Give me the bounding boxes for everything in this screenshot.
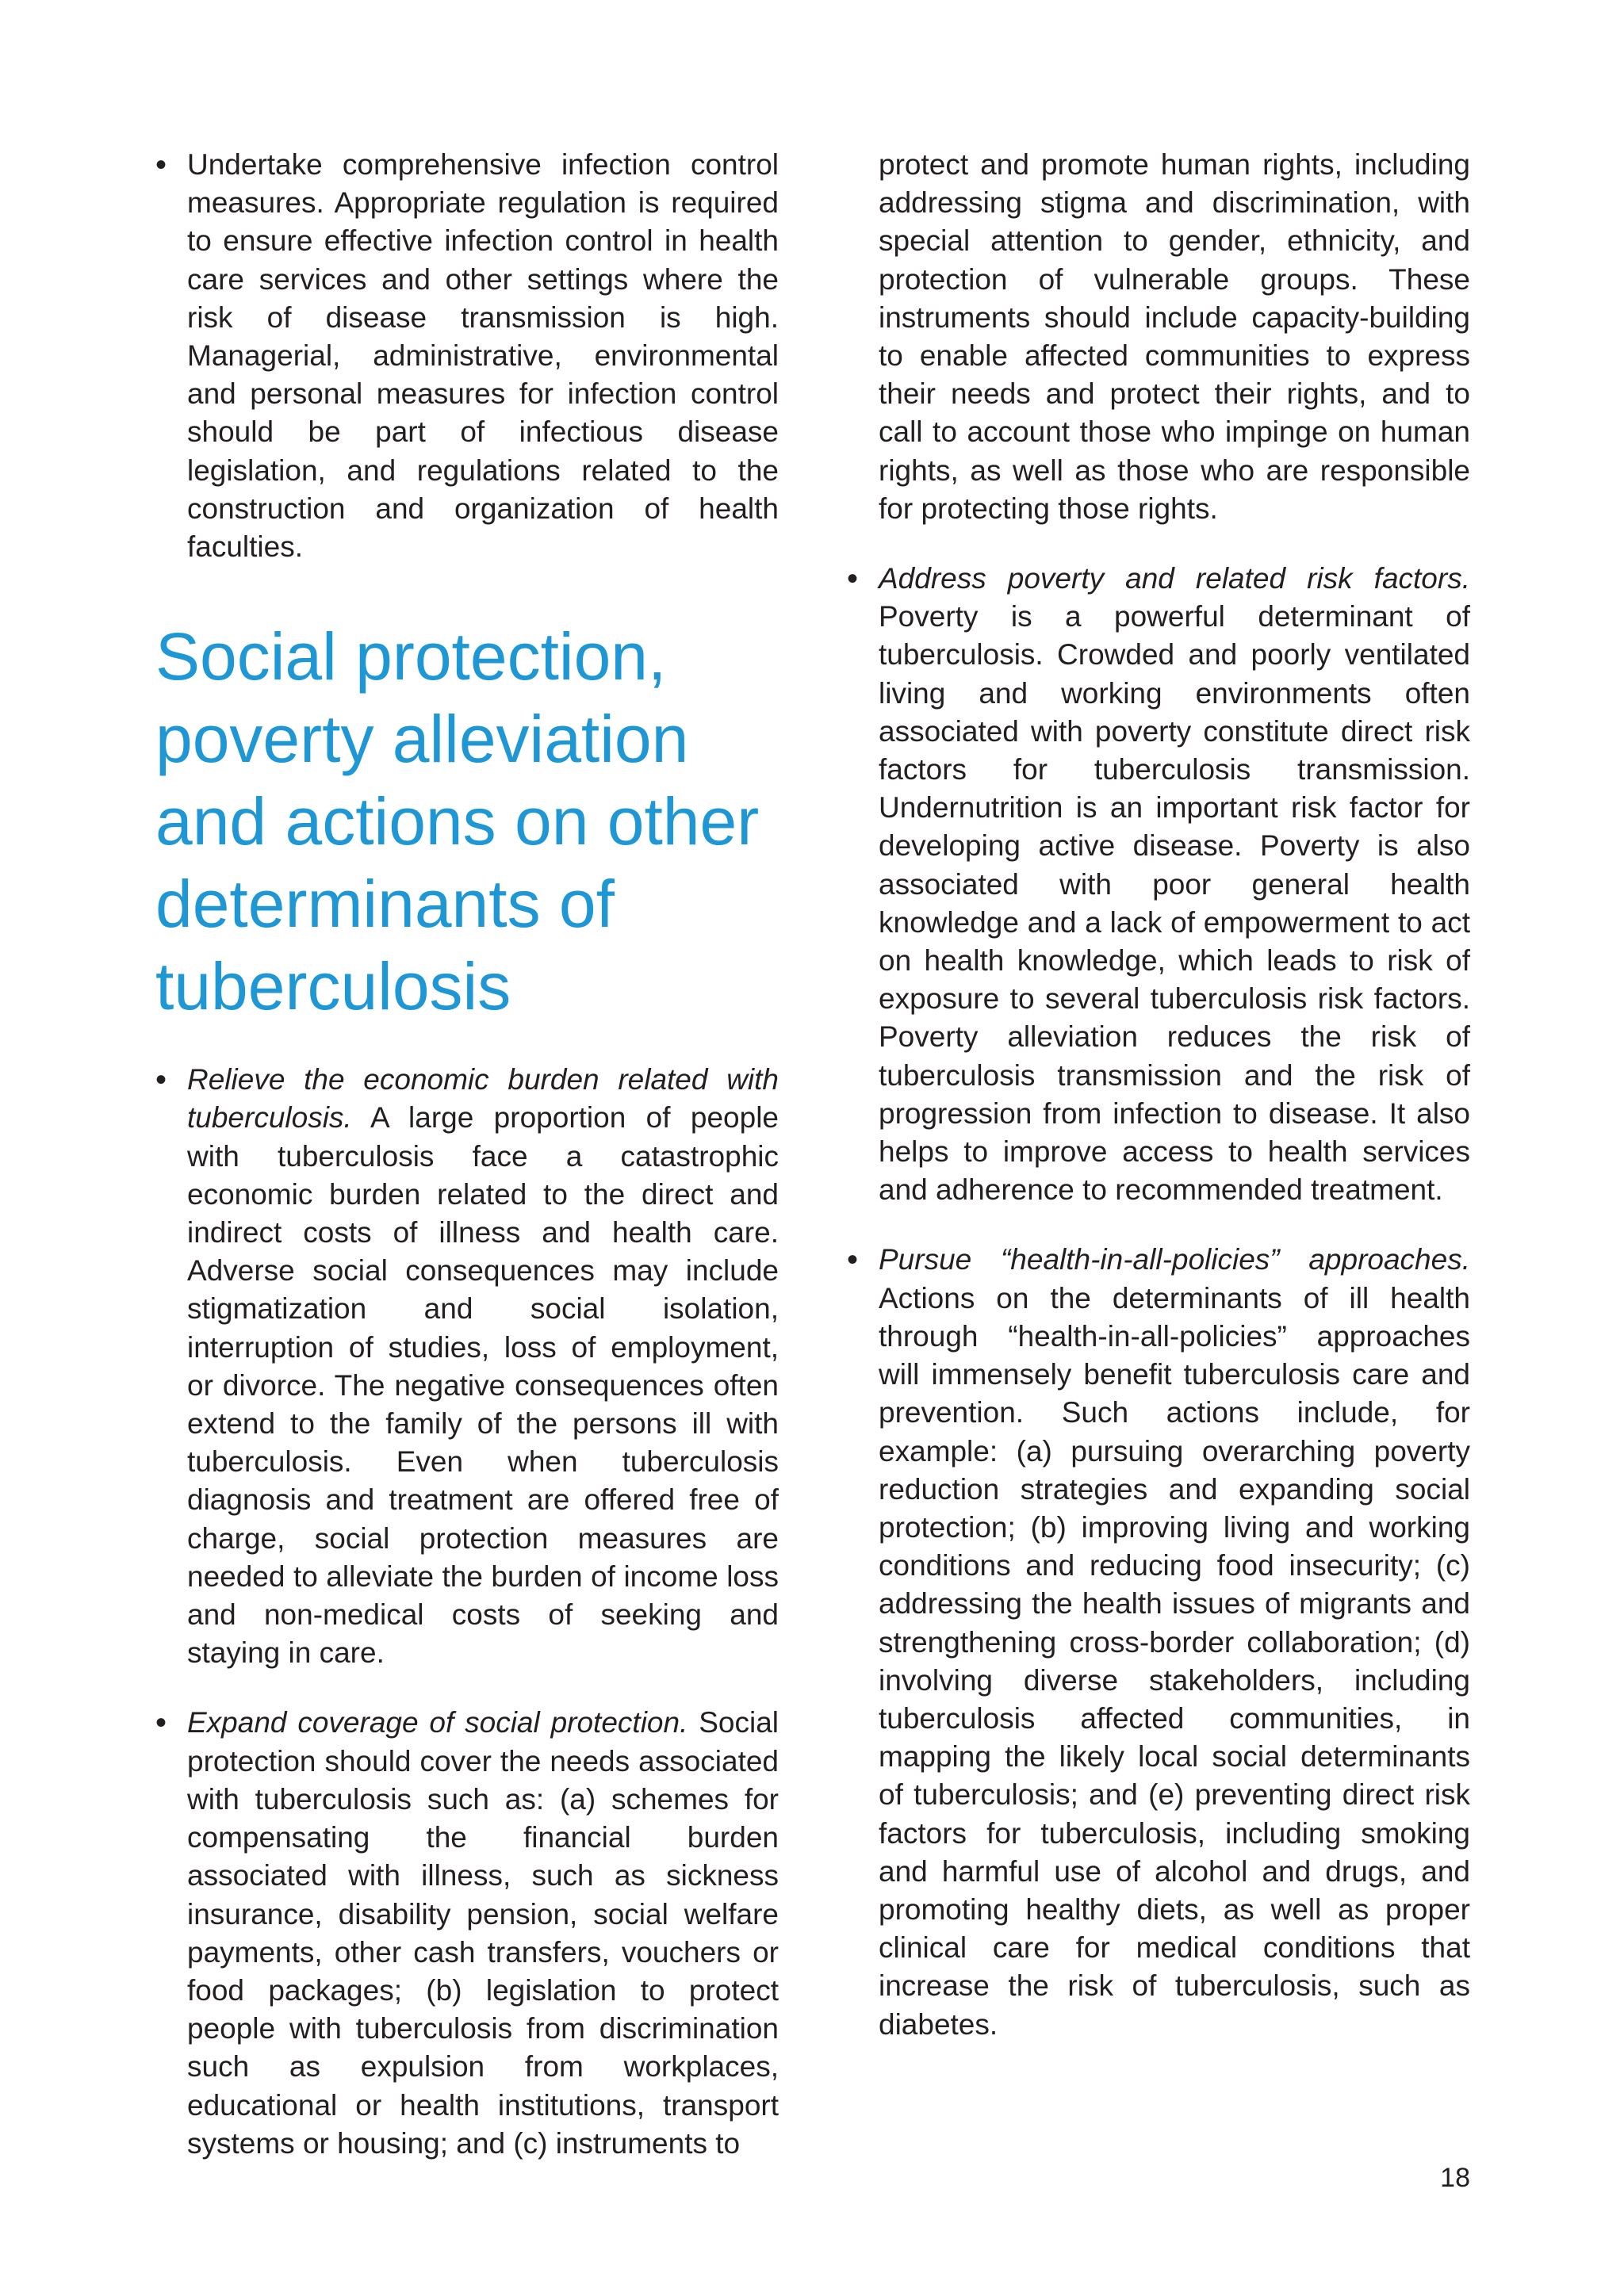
list-item-health-in-all-policies — [847, 1241, 1470, 2043]
item-lead: Pursue “health-in-all-policies” approaches. — [879, 1243, 1470, 1276]
list-item-expand-coverage — [155, 1704, 779, 2162]
continued-paragraph: protect and promote human rights, including addressing stigma and discrimination, with special attention to gender, ethnicity, and protection of vulnerable groups. These instruments should include capacity-building to enable affected communities to express their needs and protect their rights, and to call to account those who impinge on human rights, as well as those who are responsible for protecting those rights. — [879, 148, 1470, 525]
determinants-list — [847, 560, 1470, 2044]
item-text: Poverty is a powerful determinant of tuberculosis. Crowded and poorly ventilated living and working environments often associated with poverty constitute direct risk factors for tuberculosis transmission. Undernutrition is an important risk factor for developing active disease. Poverty is also associated with poor general health knowledge and a lack of empowerment to act on health knowledge, which leads to risk of exposure to several tuberculosis risk factors. Poverty alleviation reduces the risk of tuberculosis transmission and the risk of progression from infection to disease. It also helps to improve access to health services and adherence to recommended treatment. — [879, 600, 1470, 1207]
right-column — [847, 146, 1470, 2044]
item-text: Social protection should cover the needs associated with tuberculosis such as: (a) schemes for compensating the financial burden associated with illness, such as sickness insurance, disability pension, social welfare payments, other cash transfers, vouchers or food packages; (b) legislation to protect people with tuberculosis from discrimination such as expulsion from workplaces, educational or health institutions, transport systems or housing; and (c) instruments to — [187, 1706, 779, 2160]
item-lead: Relieve the economic burden related with tuberculosis. — [187, 1063, 779, 1135]
item-lead: Expand coverage of social protection. — [187, 1706, 688, 1739]
infection-control-list — [155, 146, 779, 566]
list-item-infection-control — [155, 146, 779, 566]
item-text: Undertake comprehensive infection control measures. Appropriate regulation is required to ensure effective infection control in health care services and other settings where the risk of disease transmission is high. Managerial, administrative, environmental and personal measures for infection control should be part of infectious disease legislation, and regulations related to the construction and organization of health faculties. — [187, 148, 779, 564]
left-column — [155, 146, 779, 2163]
list-item-economic-burden — [155, 1061, 779, 1672]
section-heading: Social protection, poverty alleviation and actions on other determinants of tuberculosis — [155, 619, 760, 1024]
item-lead: Address poverty and related risk factors. — [879, 562, 1470, 595]
item-text: A large proportion of people with tuberculosis face a catastrophic economic burden related to the direct and indirect costs of illness and health care. Adverse social consequences may include stigmatization and social isolation, interruption of studies, loss of employment, or divorce. The negative consequences often extend to the family of the persons ill with tuberculosis. Even when tuberculosis diagnosis and treatment are offered free of charge, social protection measures are needed to alleviate the burden of income loss and non-medical costs of seeking and staying in care. — [187, 1101, 779, 1670]
social-protection-list — [155, 1061, 779, 2163]
list-item-address-poverty — [847, 560, 1470, 1209]
page-number: 18 — [1440, 2163, 1470, 2193]
item-text: Actions on the determinants of ill health through “health-in-all-policies” approaches will immensely benefit tuberculosis care and prevention. Such actions include, for example: (a) pursuing overarching poverty reduction strategies and expanding social protection; (b) improving living and working conditions and reducing food insecurity; (c) addressing the health issues of migrants and strengthening cross-border collaboration; (d) involving diverse stakeholders, including tuberculosis affected communities, in mapping the likely local social determinants of tuberculosis; and (e) preventing direct risk factors for tuberculosis, including smoking and harmful use of alcohol and drugs, and promoting healthy diets, as well as proper clinical care for medical conditions that increase the risk of tuberculosis, such as diabetes. — [879, 1281, 1470, 2041]
